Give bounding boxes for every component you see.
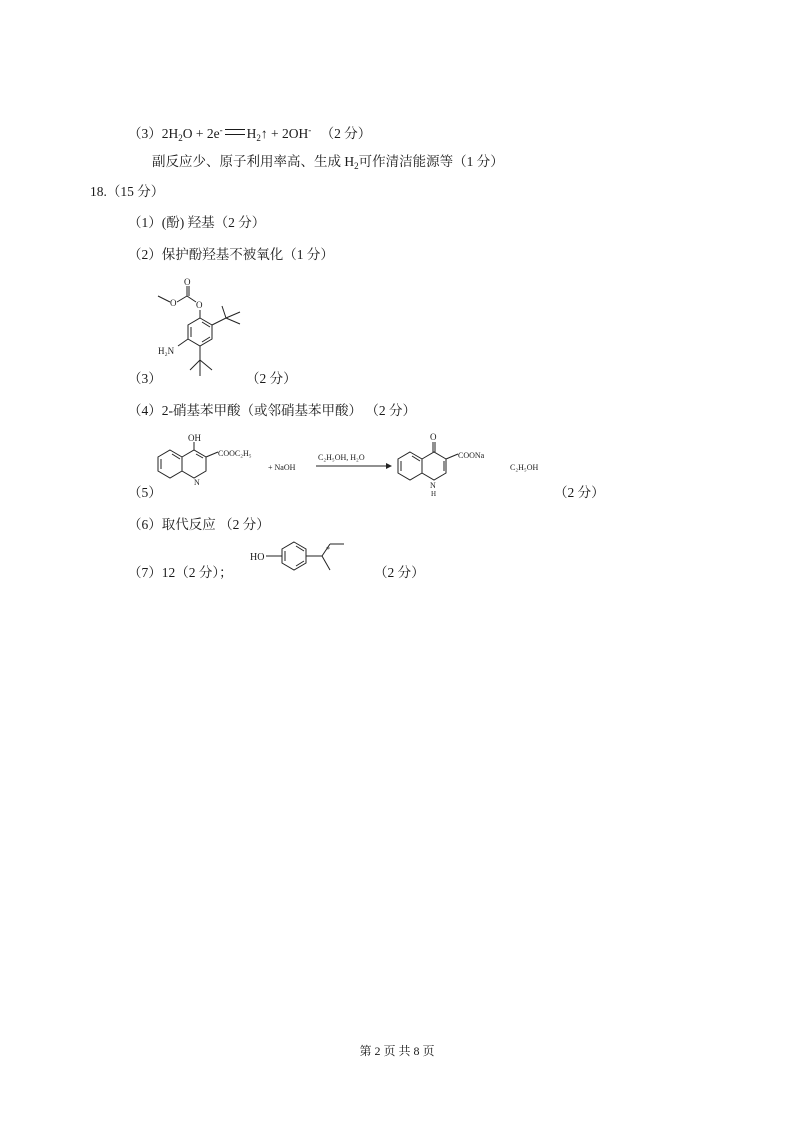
eq-products: $H_2↑ + 2OH^-$ <box>246 125 312 143</box>
q18-part5-score: （2 分） <box>554 485 605 500</box>
q17-part3-equation <box>128 121 371 147</box>
ether-o-label: O <box>170 298 177 308</box>
q18-part7-score: （2 分） <box>374 565 425 580</box>
q18-part7-label: （7）12（2 分）； <box>128 565 233 580</box>
eq-h2o: $2H_2O + 2e^-$ <box>161 125 223 143</box>
product-h-label: H <box>431 490 437 498</box>
q18-part5-reaction <box>150 430 570 498</box>
conditions-label: C₂H₅OH, H₂O <box>318 453 365 462</box>
q18-part7-structure <box>250 536 370 580</box>
q18-part3-label: （3） <box>128 371 162 386</box>
svg-text:O: O <box>196 300 203 310</box>
q17-part3-score: （2 分） <box>320 126 372 141</box>
product-o-label: O <box>430 432 437 442</box>
q18-part2: （2）保护酚羟基不被氧化（1 分） <box>128 247 334 262</box>
reagent-label: + NaOH <box>268 463 296 472</box>
amine-label: H₂N <box>158 346 175 356</box>
page-footer: 第 2 页 共 8 页 <box>359 1044 435 1058</box>
q18-part5-label: （5） <box>128 485 162 500</box>
reactant-ester-label: COOC₂H₅ <box>218 449 252 458</box>
byproduct-label: C₂H₅OH <box>510 463 539 472</box>
q17-part3-label: （3） <box>128 126 162 141</box>
q18-header: 18.（15 分） <box>90 184 165 199</box>
chiral-star: * <box>326 545 330 554</box>
q17-part3-note: 副反应少、原子利用率高、生成 $H_2$可作清洁能源等（1 分） <box>152 154 504 171</box>
q18-part3-score: （2 分） <box>246 371 297 386</box>
q18-part3-structure <box>150 277 280 382</box>
product-nh-label: N <box>430 481 436 490</box>
carbonyl-o-label: O <box>184 277 191 287</box>
hydroxyl-label: HO <box>250 552 265 563</box>
q18-part1: （1）(酚) 羟基（2 分） <box>128 215 266 230</box>
q18-part6: （6）取代反应 （2 分） <box>128 517 270 532</box>
q18-part4: （4）2-硝基苯甲酸（或邻硝基苯甲酸） （2 分） <box>128 403 416 418</box>
product-salt-label: COONa <box>458 451 485 460</box>
reactant-oh-label: OH <box>188 433 201 443</box>
equals-sign <box>225 129 245 135</box>
svg-text:N: N <box>194 478 200 487</box>
